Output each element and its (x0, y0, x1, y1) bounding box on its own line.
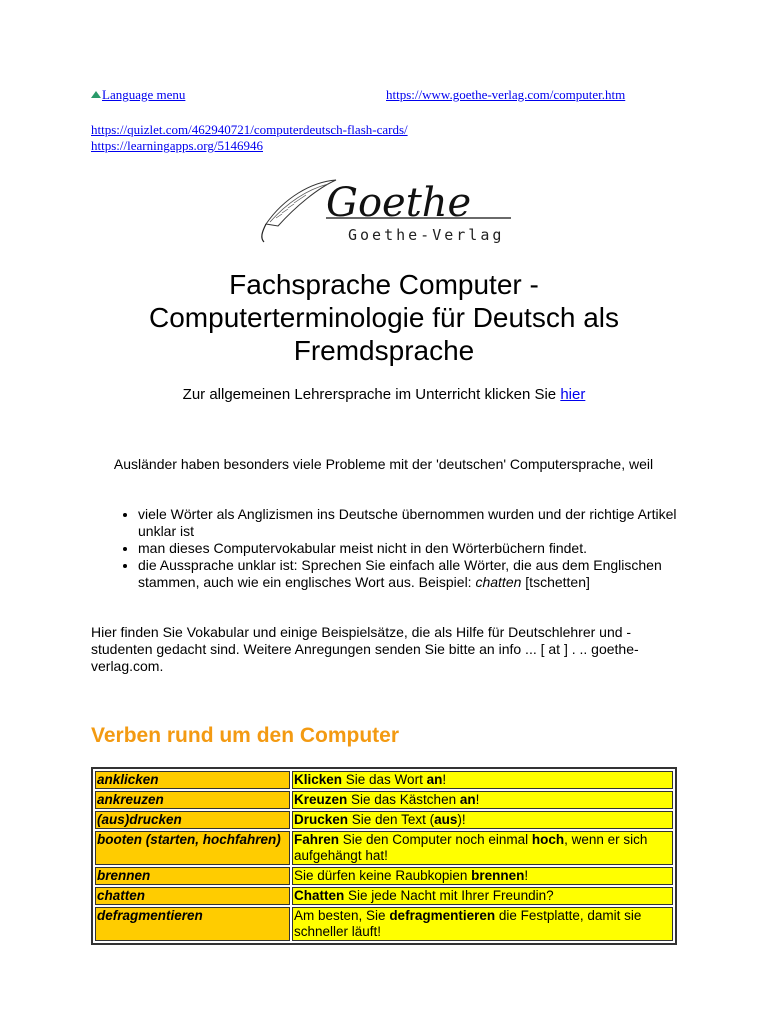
triangle-up-icon (91, 91, 101, 98)
list-item: • viele Wörter als Anglizismen ins Deutsche übernommen wurden und der richtige Artikel unklar ist (138, 506, 708, 540)
table-row (95, 867, 673, 885)
hier-link[interactable]: hier (560, 386, 586, 403)
vocab-example: Drucken Sie den Text (aus)! (292, 811, 673, 829)
table-row (95, 907, 673, 941)
reason-text: die Aussprache unklar ist: Sprechen Sie einfach alle Wörter, die aus dem Englischen stammen, auch wie ein englisches Wort aus. Beispiel: (138, 557, 662, 590)
title-line-3: Fremdsprache (293, 335, 475, 366)
subtitle-text: Zur allgemeinen Lehrersprache im Unterricht klicken Sie (182, 386, 561, 403)
table-row (95, 831, 673, 865)
logo-signature: Goethe (326, 180, 472, 226)
intro-text: Ausländer haben besonders viele Probleme mit der 'deutschen' Computersprache, weil (113, 456, 654, 472)
info-paragraph: Hier finden Sie Vokabular und einige Beispielsätze, die als Hilfe für Deutschlehrer und -studenten gedacht sind. Weitere Anregungen senden Sie bitte an info ... [ at ] . .. goethe-verlag.com. (91, 624, 639, 674)
vocab-term: (aus)drucken (95, 811, 290, 829)
vocab-example: Chatten Sie jede Nacht mit Ihrer Freundin? (292, 887, 673, 905)
vocab-example: Sie dürfen keine Raubkopien brennen! (292, 867, 673, 885)
vocab-table (91, 767, 677, 945)
vocab-example: Fahren Sie den Computer noch einmal hoch, wenn er sich aufgehängt hat! (292, 831, 673, 865)
list-item (138, 557, 708, 591)
vocab-example: Kreuzen Sie das Kästchen an! (292, 791, 673, 809)
vocab-example: Klicken Sie das Wort an! (292, 771, 673, 789)
reason-pronunciation: [tschetten] (521, 574, 590, 590)
goethe-verlag-logo (256, 168, 516, 256)
vocab-term: defragmentieren (95, 907, 290, 941)
language-menu-link[interactable] (91, 87, 185, 102)
page-title (60, 268, 708, 367)
reasons-list (91, 506, 708, 591)
learningapps-link[interactable]: https://learningapps.org/5146946 (91, 138, 263, 153)
table-row (95, 791, 673, 809)
vocab-term: ankreuzen (95, 791, 290, 809)
resource-links (91, 122, 408, 154)
title-line-2: Computerterminologie für Deutsch als (149, 302, 619, 333)
top-links (91, 87, 676, 103)
logo-text: Goethe-Verlag (348, 226, 505, 244)
reason-example: chatten (475, 574, 522, 590)
vocab-example: Am besten, Sie defragmentieren die Festplatte, damit sie schneller läuft! (292, 907, 673, 941)
vocab-term: chatten (95, 887, 290, 905)
title-line-1: Fachsprache Computer - (229, 269, 539, 300)
vocab-term: anklicken (95, 771, 290, 789)
quizlet-link[interactable]: https://quizlet.com/462940721/computerdeutsch-flash-cards/ (91, 122, 408, 137)
vocab-term: brennen (95, 867, 290, 885)
vocab-term: booten (starten, hochfahren) (95, 831, 290, 865)
table-row (95, 887, 673, 905)
section-heading: Verben rund um den Computer (91, 724, 400, 747)
table-row (95, 771, 673, 789)
table-row (95, 811, 673, 829)
list-item: • man dieses Computervokabular meist nicht in den Wörterbüchern findet. (138, 540, 708, 557)
goethe-url-link[interactable]: https://www.goethe-verlag.com/computer.htm (386, 87, 626, 102)
language-menu-label: Language menu (102, 87, 186, 102)
subtitle (60, 386, 708, 403)
